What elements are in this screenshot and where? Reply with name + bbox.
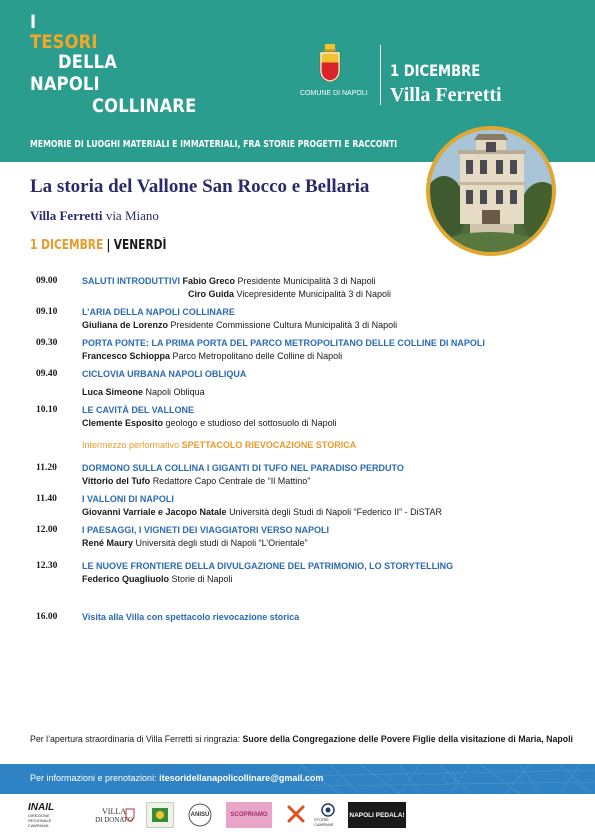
header-date: 1 DICEMBRE (390, 61, 481, 80)
thanks-note: Per l’apertura straordinaria di Villa Ferretti si ringrazia: Suore della Congregazione delle Povere Figlie della visitazione di Maria, Napoli (30, 734, 573, 744)
anisu-logo: ANISU (186, 802, 214, 828)
header-place: Villa Ferretti (390, 84, 502, 106)
title-line-1: I (30, 11, 37, 33)
program-title: L’ARIA DELLA NAPOLI COLLINARE (82, 307, 235, 317)
villa-photo (426, 126, 556, 256)
sponsor-logos (0, 794, 595, 837)
program-title: I PAESAGGI, I VIGNETI DEI VIAGGIATORI VERSO NAPOLI (82, 525, 330, 535)
program-title: CICLOVIA URBANA NAPOLI OBLIQUA (82, 369, 247, 379)
inail-logo: INAIL DIREZIONE REGIONALE CAMPANIA (28, 802, 55, 828)
municipality-label: COMUNE DI NAPOLI (300, 90, 368, 97)
program-speaker: Francesco Schioppa Parco Metropolitano delle Colline di Napoli (82, 351, 343, 361)
program-speaker: Fabio Greco Presidente Municipalità 3 di Napoli (182, 276, 376, 286)
program-title: PORTA PONTE: LA PRIMA PORTA DEL PARCO METROPOLITANO DELLE COLLINE DI NAPOLI (82, 338, 485, 348)
event-date-line (30, 238, 166, 253)
contact-email[interactable]: itesoridellanapolicollinare@gmail.com (159, 773, 324, 783)
program-time: 11.40 (36, 494, 57, 504)
program-speaker: Ciro Guida Vicepresidente Municipalità 3 di Napoli (188, 289, 391, 299)
title-line-4: NAPOLI (30, 73, 100, 95)
x-logo-icon (284, 802, 308, 828)
crest-small-icon (124, 802, 136, 828)
event-venue-line (30, 208, 159, 224)
info-line: Per informazioni e prenotazioni: itesoridellanapolicollinare@gmail.com (30, 773, 324, 783)
program-speaker: Clemente Esposito geologo e studioso del sottosuolo di Napoli (82, 418, 337, 428)
program-title: LE CAVITÀ DEL VALLONE (82, 405, 195, 415)
event-weekday: VENERDÌ (113, 238, 167, 253)
program-title: I VALLONI DI NAPOLI (82, 494, 174, 504)
program-time: 10.10 (36, 405, 58, 415)
program-intermezzo: Intermezzo performativo SPETTACOLO RIEVOCAZIONE STORICA (82, 440, 357, 450)
program-time: 11.20 (36, 463, 57, 473)
program-title: SALUTI INTRODUTTIVI (82, 276, 180, 286)
napoli-pedala-logo: NAPOLI PEDALA! (348, 802, 406, 828)
program-title: Visita alla Villa con spettacolo rievocazione storica (82, 612, 300, 622)
event-title: La storia del Vallone San Rocco e Bellaria (30, 176, 370, 197)
event-date: 1 DICEMBRE (30, 238, 104, 253)
program-speaker: Luca Simeone Napoli Obliqua (82, 387, 205, 397)
program-time: 09.30 (36, 338, 58, 348)
program-speaker: Vittorio del Tufo Redattore Capo Centrale de “Il Mattino” (82, 476, 311, 486)
napoli-crest-icon (319, 44, 341, 82)
storie-campane-logo: STORIE CAMPANE (314, 802, 342, 828)
villa-di-donato-logo: VILLA DI DONATO (95, 806, 133, 824)
villa-ferretti-image (430, 130, 552, 252)
event-venue-detail: via Miano (105, 208, 159, 223)
program-speaker: Giovanni Varriale e Jacopo Natale Università degli Studi di Napoli “Federico II” - DiSTAR (82, 507, 442, 517)
program-speaker: Giuliana de Lorenzo Presidente Commissione Cultura Municipalità 3 di Napoli (82, 320, 398, 330)
header-divider (380, 45, 381, 105)
parco-logo-icon (146, 802, 174, 828)
title-line-2: TESORI (30, 31, 98, 53)
program-time: 16.00 (36, 612, 58, 622)
project-subtitle: MEMORIE DI LUOGHI MATERIALI E IMMATERIALI, FRA STORIE PROGETTI E RACCONTI (30, 139, 398, 150)
title-line-3: DELLA (58, 51, 118, 73)
program-time: 09.10 (36, 307, 58, 317)
scopriamo-logo: SCOPRIAMO (226, 802, 272, 828)
event-venue: Villa Ferretti (30, 208, 103, 223)
program-speaker: René Maury Università degli studi di Napoli “L’Orientale” (82, 538, 308, 548)
info-band (0, 764, 595, 794)
program-title: LE NUOVE FRONTIERE DELLA DIVULGAZIONE DEL PATRIMONIO, LO STORYTELLING (82, 561, 454, 571)
program-time: 12.30 (36, 561, 58, 571)
date-separator: | (106, 238, 111, 253)
program-title: DORMONO SULLA COLLINA I GIGANTI DI TUFO NEL PARADISO PERDUTO (82, 463, 404, 473)
program-entry (82, 276, 376, 286)
program-speaker: Federico Quagliuolo Storie di Napoli (82, 574, 233, 584)
program-time: 09.40 (36, 369, 58, 379)
program-time: 09.00 (36, 276, 58, 286)
title-line-5: COLLINARE (92, 95, 197, 117)
program-time: 12.00 (36, 525, 58, 535)
